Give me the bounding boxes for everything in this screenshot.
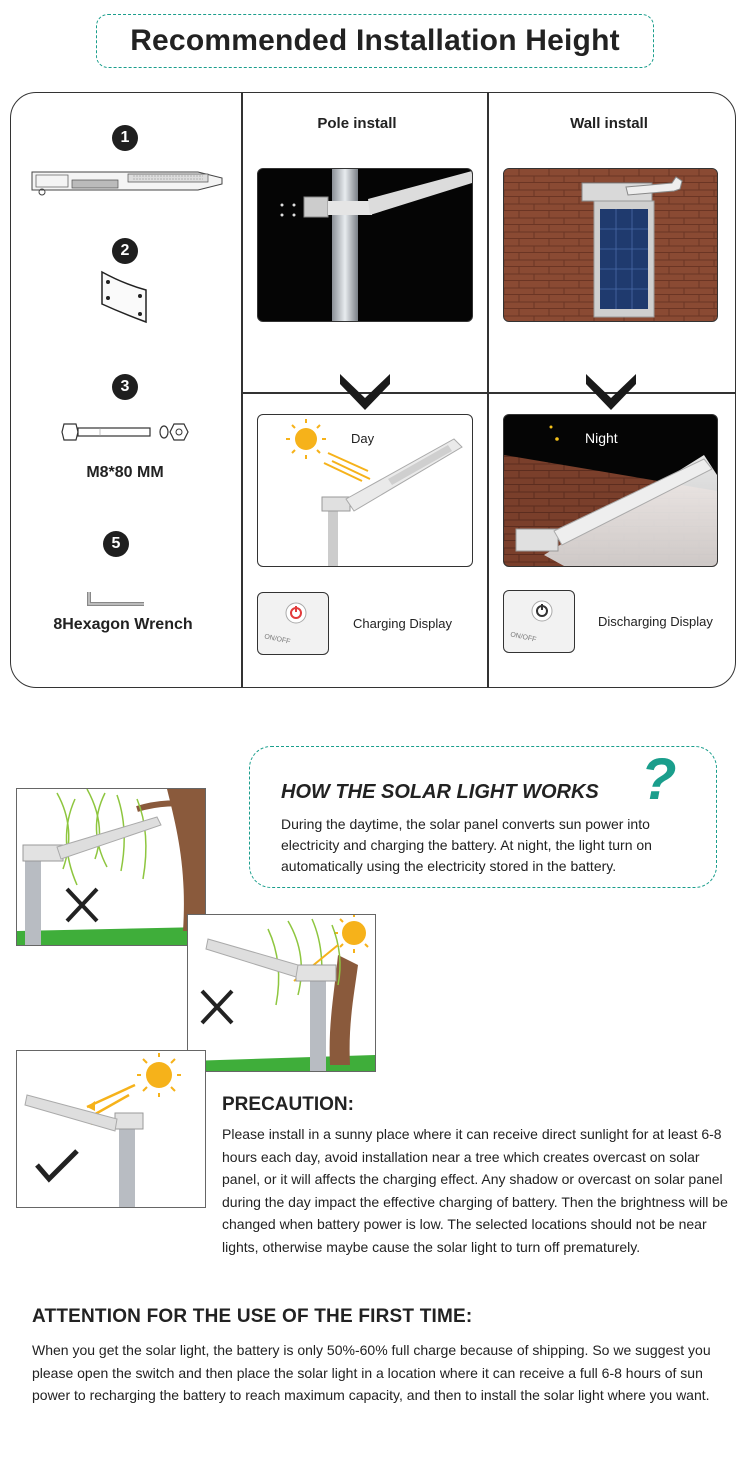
discharging-switch-photo [503, 590, 575, 653]
divider-horizontal [242, 392, 735, 394]
how-it-works-text: During the daytime, the solar panel converts sun power into electricity and charging the battery. At night, the light turn on automatically using the electricity stored in the battery. [281, 816, 652, 874]
pole-install-photo [257, 168, 473, 322]
night-label: Night [585, 430, 618, 446]
charging-switch-illustration [258, 593, 328, 654]
bolt-nut-icon [60, 418, 192, 446]
wall-install-photo [503, 168, 718, 322]
divider-vertical-1 [241, 93, 243, 687]
part-number-3: 3 [112, 374, 138, 400]
charging-switch-photo [257, 592, 329, 655]
arrow-down-icon [338, 372, 392, 412]
discharging-switch-text: ON/OFF [509, 631, 537, 644]
part-number-1: 1 [112, 125, 138, 151]
bracket-part-icon [96, 268, 152, 326]
divider-vertical-2 [487, 93, 489, 687]
wall-install-heading: Wall install [570, 115, 648, 132]
question-mark-icon: ? [641, 747, 677, 812]
scene-tree-shade-wrong [16, 788, 206, 946]
page-title: Recommended Installation Height [130, 24, 620, 57]
scene-tree-behind-wrong [187, 914, 376, 1072]
scene-sunny-correct [16, 1050, 206, 1208]
arrow-down-icon [584, 372, 638, 412]
how-it-works-title: HOW THE SOLAR LIGHT WORKS [281, 781, 599, 803]
pole-install-illustration [258, 169, 472, 321]
precaution-text: Please install in a sunny place where it can receive direct sunlight for at least 6-8 hours each day, avoid installation near a tree which creates overcast on solar panel, or it will affects the charging effect. Any shadow or overcast on solar panel during the day impact the effective charging of battery. Then the brightness will be changed when battery power is low. The selected locations should not be near lights, otherwise maybe cause the solar light to turn off prematurely. [222, 1126, 728, 1255]
day-label: Day [351, 431, 375, 446]
street-light-part-icon [28, 160, 224, 196]
bolt-label: M8*80 MM [86, 464, 164, 481]
sunny-illustration [17, 1051, 205, 1207]
wall-install-illustration [504, 169, 717, 321]
wrench-label: 8Hexagon Wrench [53, 616, 193, 633]
attention-title: ATTENTION FOR THE USE OF THE FIRST TIME: [32, 1306, 473, 1327]
charging-display-label: Charging Display [353, 616, 452, 631]
discharging-switch-illustration [504, 591, 574, 652]
hex-wrench-icon [86, 590, 148, 610]
part-number-2: 2 [112, 238, 138, 264]
tree-behind-illustration [188, 915, 375, 1071]
title-box [96, 14, 654, 68]
discharging-display-label: Discharging Display [598, 614, 713, 629]
tree-shade-illustration [17, 789, 205, 945]
attention-text: When you get the solar light, the battery is only 50%-60% full charge because of shipping. So we suggest you please open the switch and then place the solar light in a location where it can receive a full 6-8 hours of sun power to recharging the battery to reach maximum capacity, and then to install the solar light where you want. [32, 1342, 711, 1403]
part-number-5: 5 [103, 531, 129, 557]
pole-install-heading: Pole install [317, 115, 397, 132]
precaution-title: PRECAUTION: [222, 1094, 354, 1115]
charging-switch-text: ON/OFF [263, 633, 291, 646]
